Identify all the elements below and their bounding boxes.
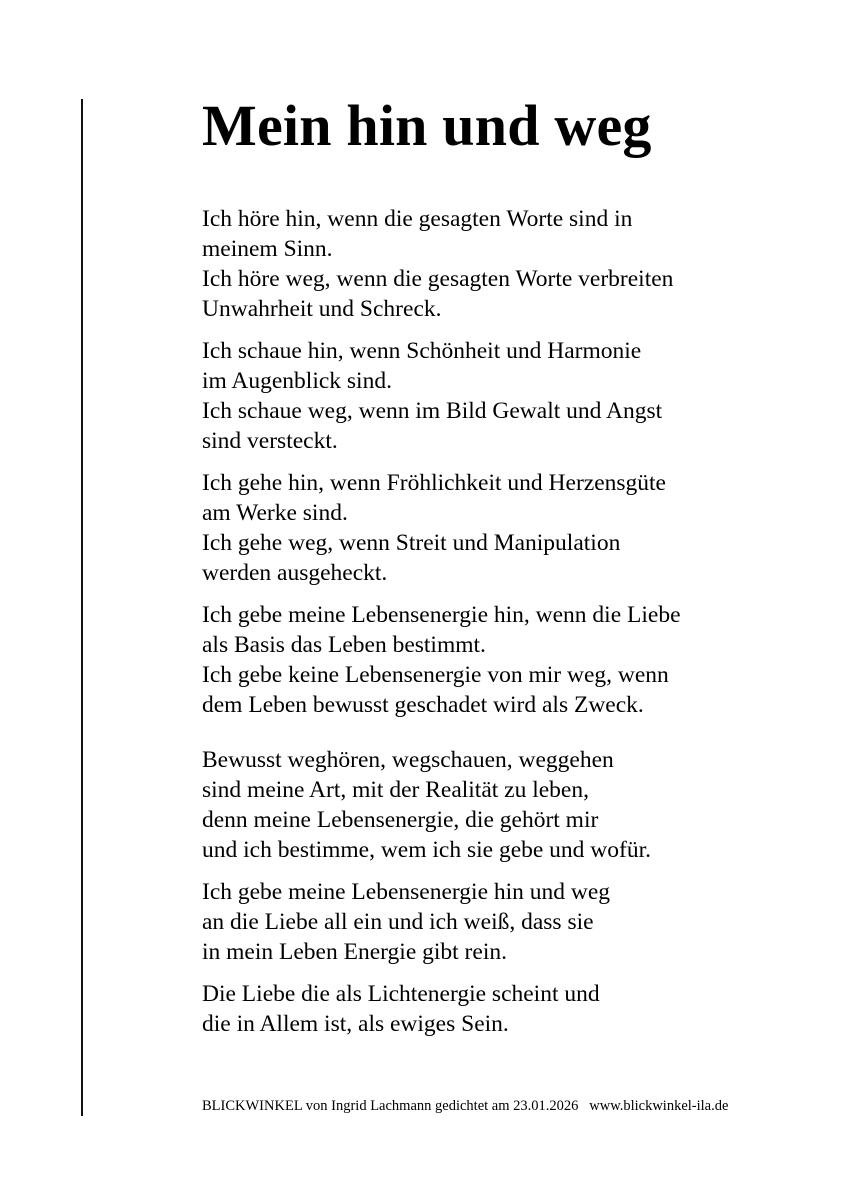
poem-line: die in Allem ist, als ewiges Sein. — [202, 1010, 509, 1037]
poem-body — [202, 204, 802, 1039]
stanza — [202, 979, 802, 1039]
left-margin-rule — [81, 99, 83, 1116]
poem-line: Ich schaue weg, wenn im Bild Gewalt und Angst — [202, 397, 663, 424]
page-title: Mein hin und weg — [202, 93, 652, 158]
poem-line: Ich schaue hin, wenn Schönheit und Harmonie — [202, 337, 642, 364]
stanza — [202, 336, 802, 456]
poem-line: Ich gehe hin, wenn Fröhlichkeit und Herzensgüte — [202, 469, 666, 496]
poem-content — [202, 93, 802, 1051]
poem-line: Die Liebe die als Lichtenergie scheint und — [202, 980, 600, 1007]
poem-line: denn meine Lebensenergie, die gehört mir — [202, 806, 599, 833]
poem-line: an die Liebe all ein und ich weiß, dass sie — [202, 908, 594, 935]
poem-line: Unwahrheit und Schreck. — [202, 295, 442, 322]
stanza — [202, 600, 802, 720]
poem-line: sind meine Art, mit der Realität zu leben, — [202, 776, 589, 803]
poem-line: am Werke sind. — [202, 499, 348, 526]
poem-line: als Basis das Leben bestimmt. — [202, 631, 486, 658]
stanza — [202, 745, 802, 865]
poem-line: und ich bestimme, wem ich sie gebe und wofür. — [202, 836, 652, 863]
stanza — [202, 204, 802, 324]
poem-line: werden ausgeheckt. — [202, 559, 388, 586]
poem-line: Ich gebe keine Lebensenergie von mir weg, wenn — [202, 661, 669, 688]
stanza — [202, 468, 802, 588]
poem-line: Ich gehe weg, wenn Streit und Manipulation — [202, 529, 621, 556]
poem-line: Ich höre hin, wenn die gesagten Worte sind in — [202, 205, 633, 232]
footer-credit: BLICKWINKEL von Ingrid Lachmann gedichtet am 23.01.2026 www.blickwinkel-ila.de — [202, 1098, 729, 1114]
poem-line: meinem Sinn. — [202, 235, 333, 262]
poem-line: Ich höre weg, wenn die gesagten Worte verbreiten — [202, 265, 674, 292]
poem-line: sind versteckt. — [202, 427, 338, 454]
poem-line: Ich gebe meine Lebensenergie hin und weg — [202, 878, 611, 905]
stanza — [202, 877, 802, 967]
poem-line: in mein Leben Energie gibt rein. — [202, 938, 507, 965]
poem-line: Ich gebe meine Lebensenergie hin, wenn die Liebe — [202, 601, 681, 628]
poem-line: dem Leben bewusst geschadet wird als Zweck. — [202, 691, 644, 718]
poem-line: Bewusst weghören, wegschauen, weggehen — [202, 746, 614, 773]
poem-line: im Augenblick sind. — [202, 367, 392, 394]
